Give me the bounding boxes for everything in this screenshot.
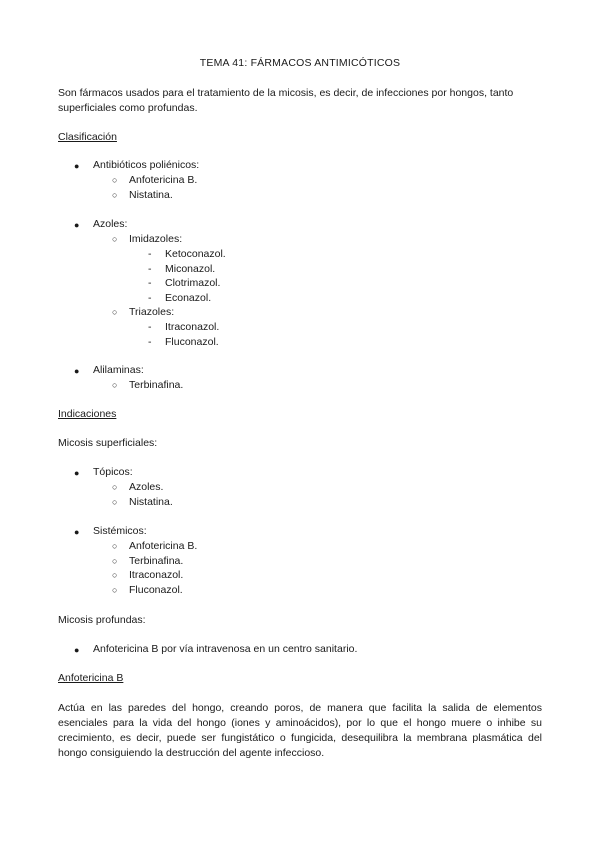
group-polienicos-label: Antibióticos poliénicos: <box>93 159 200 171</box>
dash-icon: - <box>148 263 152 275</box>
dash-icon: - <box>148 321 152 333</box>
list-item: Itraconazol. <box>129 569 184 581</box>
bullet-icon: ● <box>74 645 80 655</box>
circle-icon: ○ <box>112 175 118 185</box>
circle-icon: ○ <box>112 570 118 580</box>
list-item: Nistatina. <box>129 189 173 201</box>
list-item: Econazol. <box>165 292 212 304</box>
list-item: Anfotericina B. <box>129 540 198 552</box>
list-item: Fluconazol. <box>165 336 219 348</box>
circle-icon: ○ <box>112 541 118 551</box>
circle-icon: ○ <box>112 482 118 492</box>
list-item: Miconazol. <box>165 263 216 275</box>
circle-icon: ○ <box>112 497 118 507</box>
circle-icon: ○ <box>112 556 118 566</box>
anfotericina-paragraph: Actúa en las paredes del hongo, creando poros, de manera que facilita la salida de elementos esenciales para la vida del hongo (iones y aminoácidos), por lo que el hongo muere o inhibe su crecimiento, es decir, puede ser fungistático o fungicida, desequilibra la membrana plasmática del hongo consiguiendo la destrucción del agente infeccioso. <box>58 702 542 759</box>
anfotericina-heading: Anfotericina B <box>58 672 124 684</box>
circle-icon: ○ <box>112 307 118 317</box>
bullet-icon: ● <box>74 527 80 537</box>
list-item: Anfotericina B por vía intravenosa en un centro sanitario. <box>93 643 358 655</box>
list-item: Terbinafina. <box>129 555 184 567</box>
subgroup-triazoles-label: Triazoles: <box>129 306 175 318</box>
circle-icon: ○ <box>112 585 118 595</box>
dash-icon: - <box>148 248 152 260</box>
bullet-icon: ● <box>74 161 80 171</box>
intro-paragraph: Son fármacos usados para el tratamiento de la micosis, es decir, de infecciones por hongos, tanto superficiales como profundas. <box>58 87 514 114</box>
list-item: Fluconazol. <box>129 584 183 596</box>
dash-icon: - <box>148 277 152 289</box>
list-item: Terbinafina. <box>129 379 184 391</box>
bullet-icon: ● <box>74 366 80 376</box>
topicos-label: Tópicos: <box>93 466 133 478</box>
group-alilaminas-label: Alilaminas: <box>93 364 144 376</box>
document-title: TEMA 41: FÁRMACOS ANTIMICÓTICOS <box>199 57 401 69</box>
dash-icon: - <box>148 336 152 348</box>
bullet-icon: ● <box>74 220 80 230</box>
list-item: Clotrimazol. <box>165 277 221 289</box>
list-item: Itraconazol. <box>165 321 220 333</box>
micosis-superficiales-label: Micosis superficiales: <box>58 437 158 449</box>
dash-icon: - <box>148 292 152 304</box>
list-item: Azoles. <box>129 481 164 493</box>
clasificacion-heading: Clasificación <box>58 131 117 143</box>
circle-icon: ○ <box>112 190 118 200</box>
bullet-icon: ● <box>74 468 80 478</box>
subgroup-imidazoles-label: Imidazoles: <box>129 233 183 245</box>
indicaciones-heading: Indicaciones <box>58 408 117 420</box>
circle-icon: ○ <box>112 380 118 390</box>
group-azoles-label: Azoles: <box>93 218 128 230</box>
list-item: Anfotericina B. <box>129 174 198 186</box>
list-item: Nistatina. <box>129 496 173 508</box>
sistemicos-label: Sistémicos: <box>93 525 147 537</box>
list-item: Ketoconazol. <box>165 248 226 260</box>
micosis-profundas-label: Micosis profundas: <box>58 614 146 626</box>
circle-icon: ○ <box>112 234 118 244</box>
